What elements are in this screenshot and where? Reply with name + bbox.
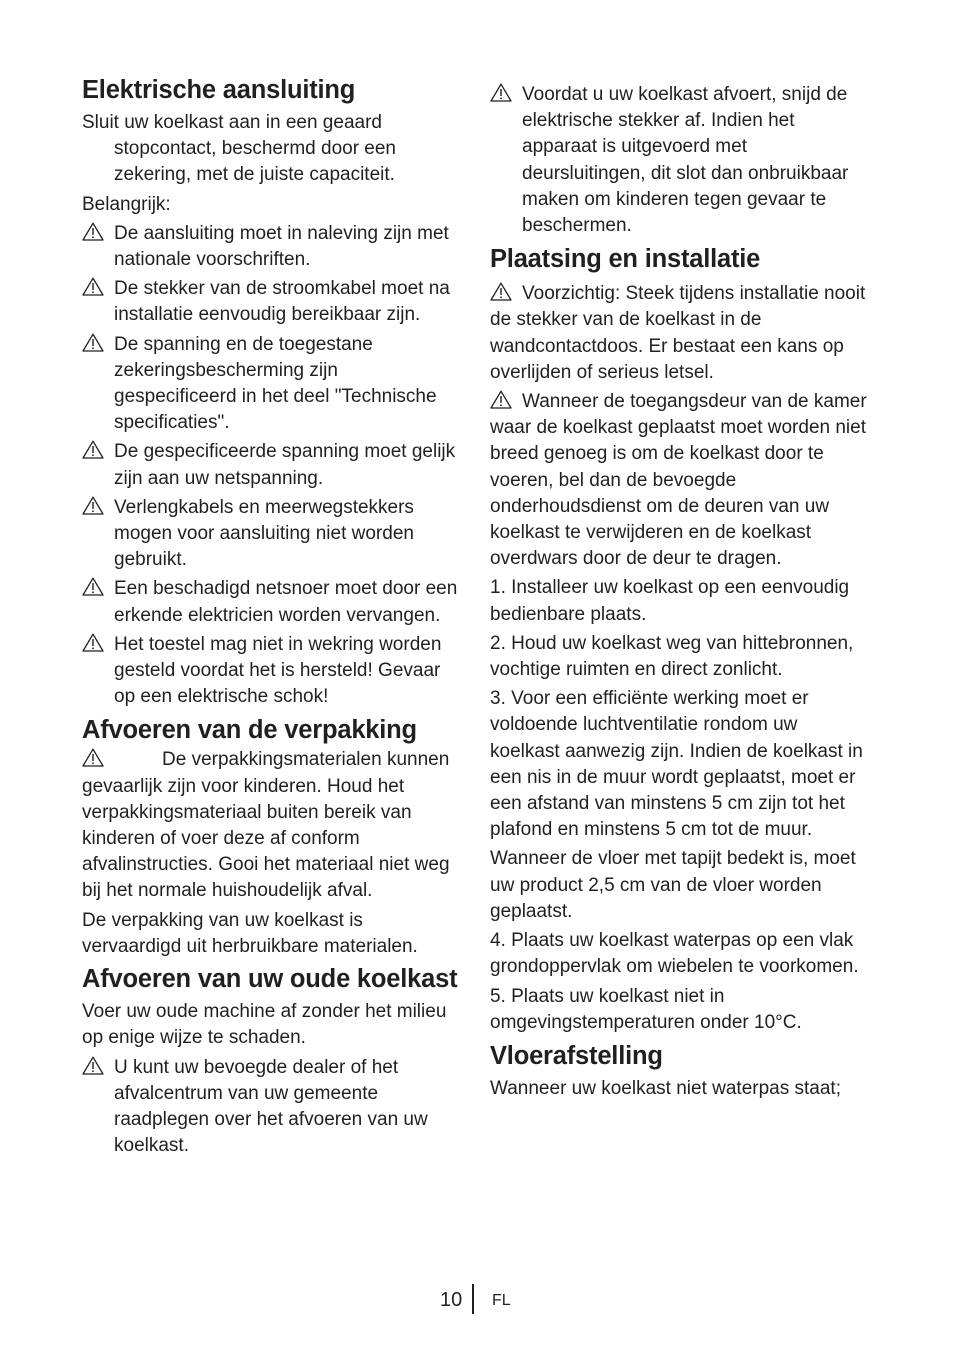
warning-triangle-icon — [82, 577, 104, 596]
paragraph: Voer uw oude machine af zonder het milieu op enige wijze te schaden. — [82, 1001, 447, 1049]
warning-triangle-icon — [82, 277, 104, 296]
warning-item: Wanneer de toegangsdeur van de kamer waar de koelkast geplaatst moet worden niet breed genoeg is om de koelkast door te voeren, bel dan de bevoegde onderhoudsdienst om de deuren van uw koelkast te verwijderen en de koelkast overdwars door de deur te dragen. — [490, 391, 867, 570]
heading-placement-installation: Plaatsing en installatie — [490, 245, 761, 274]
warning-triangle-icon — [82, 633, 104, 652]
warning-triangle-icon — [82, 1056, 104, 1075]
warning-item: U kunt uw bevoegde dealer of het afvalcentrum van uw gemeente raadplegen over het afvoeren van uw koelkast. — [82, 1055, 462, 1160]
paragraph: 1. Installeer uw koelkast op een eenvoudig bedienbare plaats. — [490, 577, 850, 625]
warning-triangle-icon — [82, 222, 104, 241]
paragraph: 5. Plaats uw koelkast niet in omgevingstemperaturen onder 10°C. — [490, 985, 802, 1033]
warning-triangle-icon — [82, 333, 104, 352]
warning-item: De stekker van de stroomkabel moet na installatie eenvoudig bereikbaar zijn. — [82, 276, 462, 328]
paragraph: 4. Plaats uw koelkast waterpas op een vlak grondoppervlak om wiebelen te voorkomen. — [490, 930, 859, 978]
right-column — [490, 76, 870, 1102]
warning-item: De spanning en de toegestane zekeringsbescherming zijn gespecificeerd in het deel "Technische specificaties". — [82, 332, 462, 437]
paragraph: De verpakking van uw koelkast is vervaardigd uit herbruikbare materialen. — [82, 909, 418, 957]
heading-floor-adjustment: Vloerafstelling — [490, 1041, 663, 1070]
warning-triangle-icon — [490, 282, 512, 301]
warning-triangle-icon — [82, 496, 104, 515]
paragraph: 2. Houd uw koelkast weg van hittebronnen, vochtige ruimten en direct zonlicht. — [490, 632, 854, 681]
page-number: 10 — [440, 1289, 463, 1311]
warning-item: Het toestel mag niet in wekring worden gesteld voordat het is hersteld! Gevaar op een elektrische schok! — [82, 632, 462, 711]
warning-item: Voordat u uw koelkast afvoert, snijd de elektrische stekker af. Indien het apparaat is uitgevoerd met deursluitingen, dit slot dan onbruikbaar maken om kinderen tegen gevaar te beschermen. — [490, 82, 870, 239]
warning-item: De gespecificeerde spanning moet gelijk zijn aan uw netspanning. — [82, 439, 462, 491]
language-code: FL — [492, 1292, 511, 1309]
heading-packaging-disposal: Afvoeren van de verpakking — [82, 716, 417, 745]
paragraph: Wanneer uw koelkast niet waterpas staat; — [490, 1077, 841, 1099]
paragraph: 3. Voor een efficiënte werking moet er voldoende luchtventilatie rondom uw koelkast aanwezig zijn. Indien de koelkast in een nis in de muur wordt geplaatst, moet er een afstand van minstens 5 cm zijn tot het plafond en minstens 5 cm tot de muur. — [490, 688, 863, 841]
paragraph: Belangrijk: — [82, 193, 171, 215]
paragraph: Wanneer de vloer met tapijt bedekt is, moet uw product 2,5 cm van de vloer worden geplaatst. — [490, 848, 856, 922]
warning-triangle-icon — [82, 440, 104, 459]
warning-item: Voorzichtig: Steek tijdens installatie nooit de stekker van de koelkast in de wandcontactdoos. Er bestaat een kans op overlijden of serieus letsel. — [490, 283, 866, 383]
footer-divider — [472, 1284, 474, 1314]
warning-item: De verpakkingsmaterialen kunnen gevaarlijk zijn voor kinderen. Houd het verpakkingsmateriaal buiten bereik van kinderen of voer deze af conform afvalinstructies. Gooi het materiaal niet weg bij het normale huishoudelijk afval. — [82, 749, 450, 902]
warning-triangle-icon — [82, 748, 104, 767]
paragraph: Sluit uw koelkast aan in een geaard stopcontact, beschermd door een zekering, met de juiste capaciteit. — [82, 112, 397, 186]
warning-triangle-icon — [490, 390, 512, 409]
warning-item: De aansluiting moet in naleving zijn met nationale voorschriften. — [82, 221, 462, 273]
warning-triangle-icon — [490, 83, 512, 102]
heading-old-fridge-disposal: Afvoeren van uw oude koelkast — [82, 965, 458, 994]
heading-electrical-connection: Elektrische aansluiting — [82, 76, 356, 104]
warning-item: Een beschadigd netsnoer moet door een erkende elektricien worden vervangen. — [82, 576, 462, 628]
left-column — [82, 76, 462, 1159]
warning-item: Verlengkabels en meerwegstekkers mogen voor aansluiting niet worden gebruikt. — [82, 495, 462, 574]
